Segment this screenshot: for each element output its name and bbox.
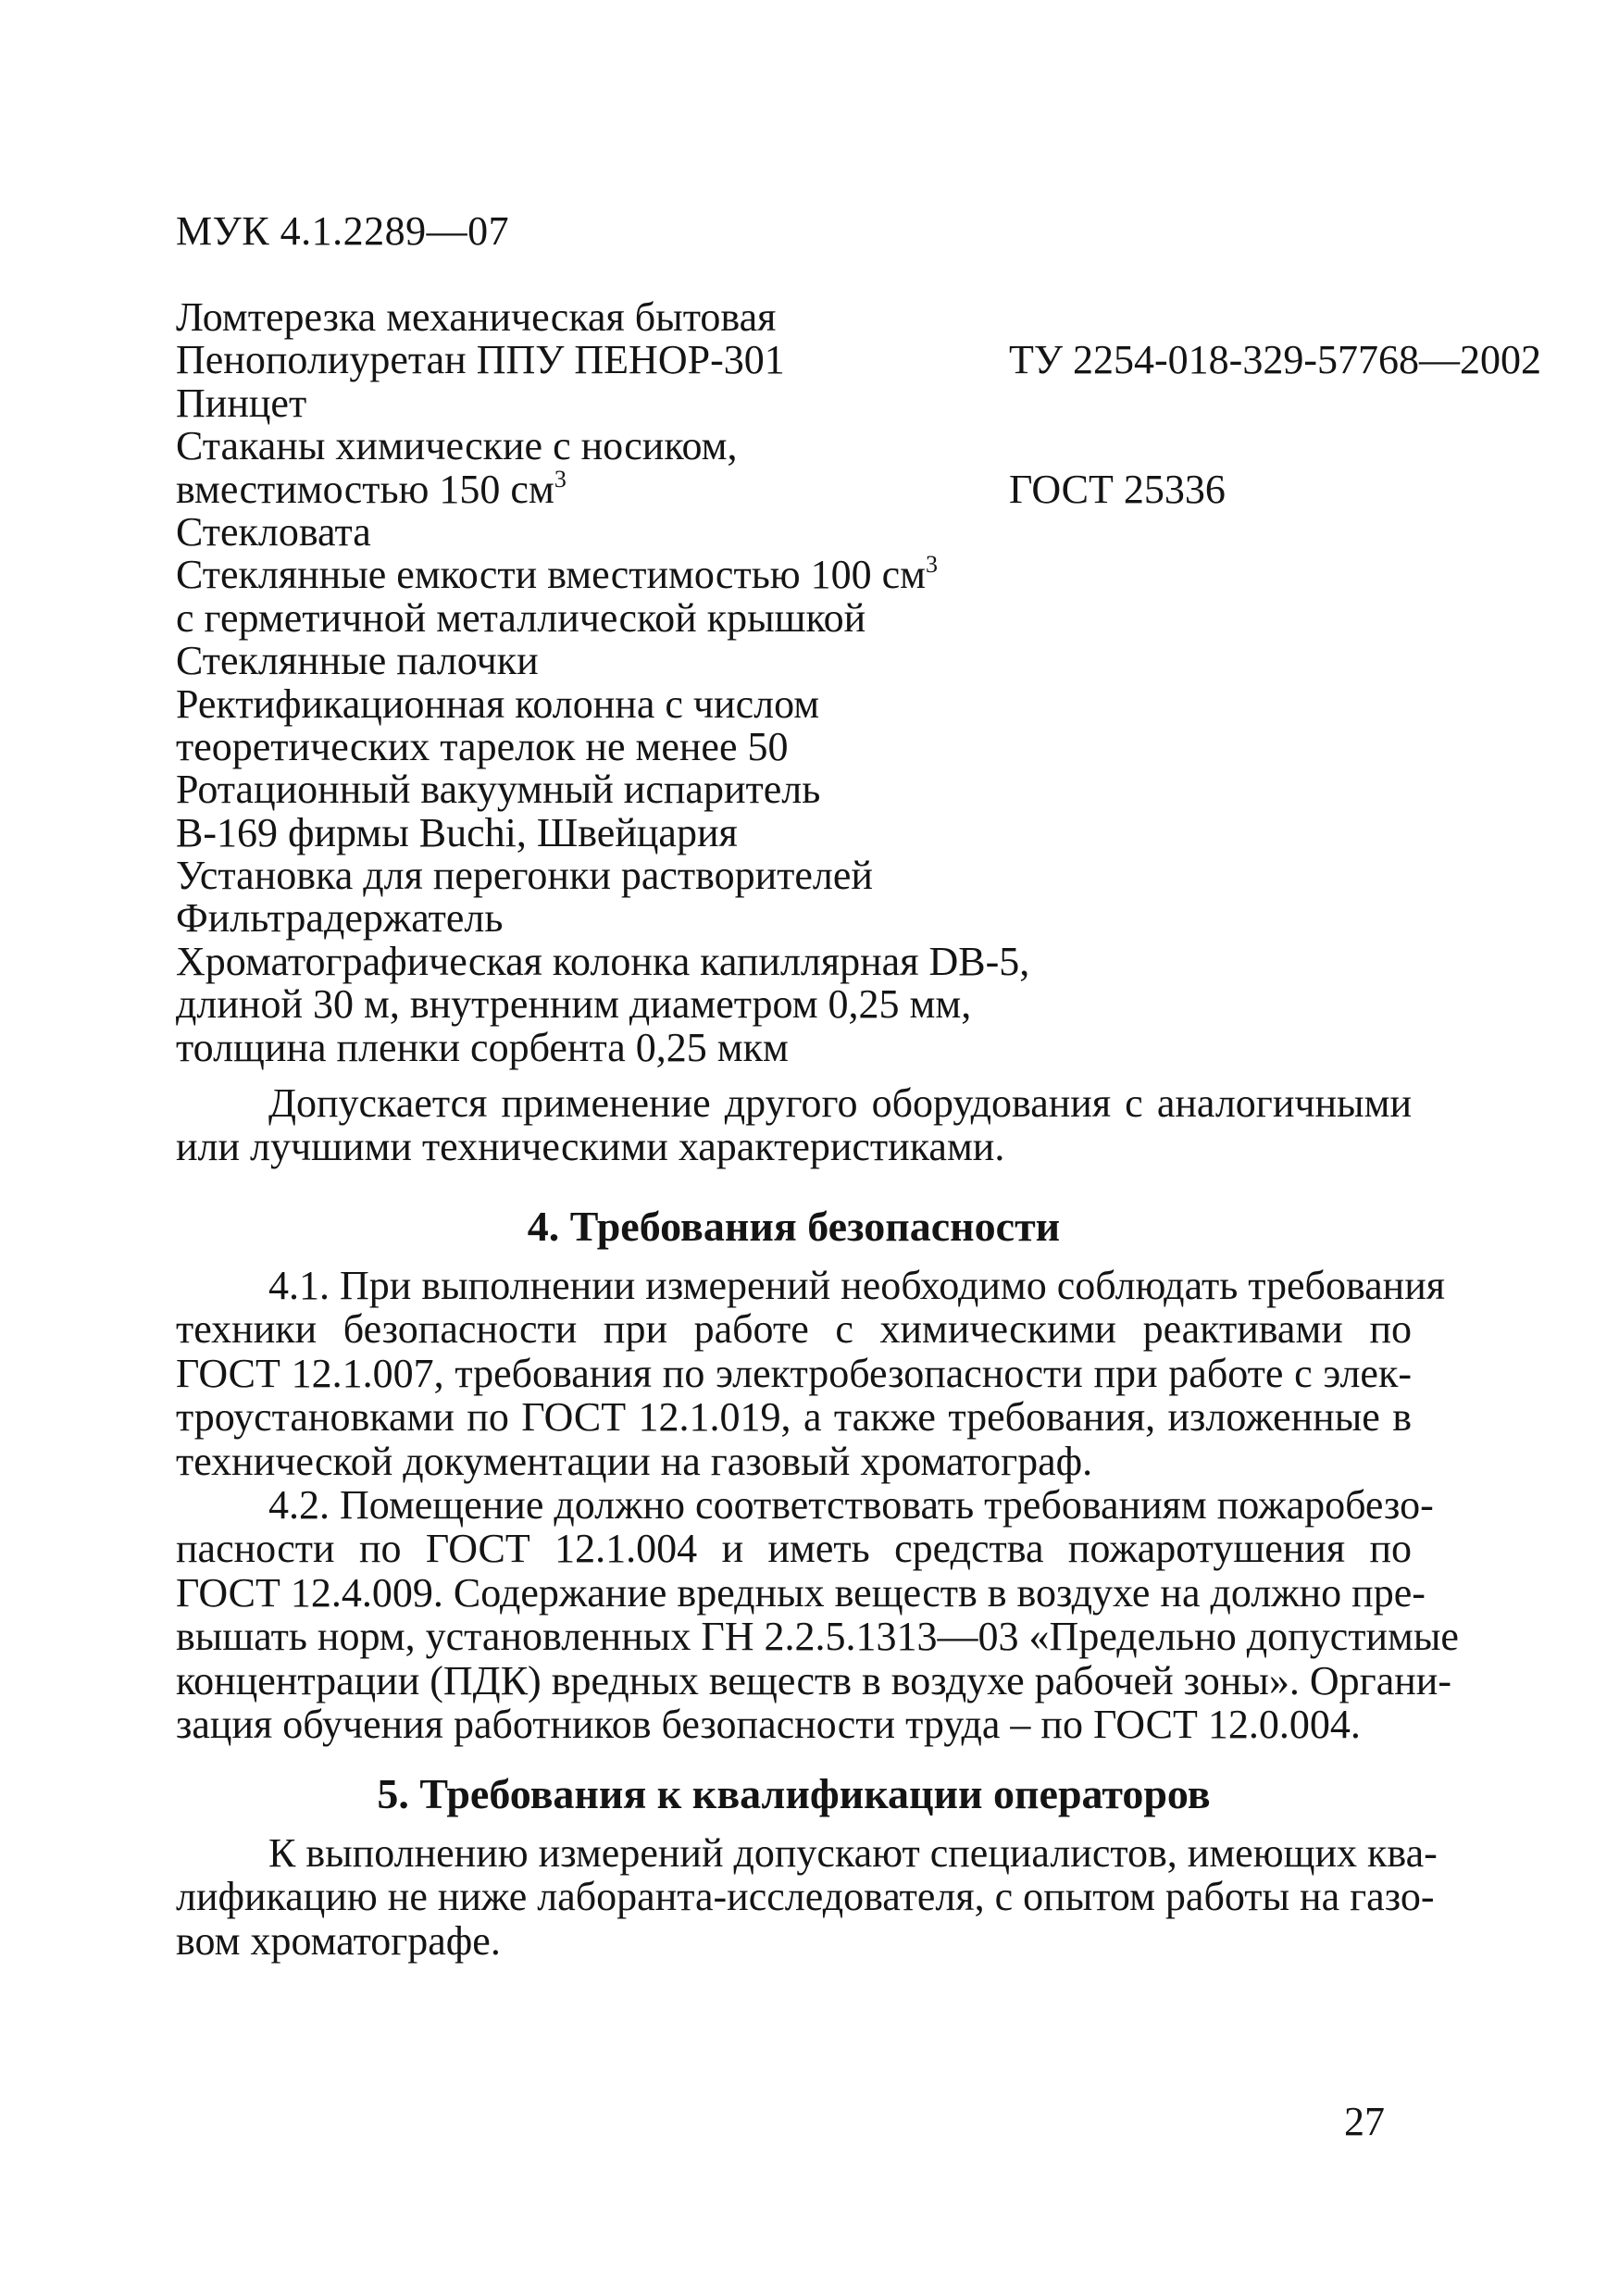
paragraph (176, 1263, 1445, 1484)
section5-body (176, 1830, 1438, 1964)
equipment-name: Пинцет (176, 380, 307, 426)
equipment-name: теоретических тарелок не менее 50 (176, 723, 789, 769)
equipment-item (176, 723, 1490, 769)
equipment-name: Ломтерезка механическая бытовая (176, 294, 777, 340)
text-line: 4.2. Помещение должно соответствовать требованиям пожаробезо- (268, 1482, 1434, 1529)
equipment-name: Стеклянные емкости вместимостью 100 см (176, 552, 927, 598)
equipment-standard: ТУ 2254-018-329-57768—2002 (1009, 337, 1541, 383)
text-line: техники безопасности при работе с химическими реактивами по (176, 1306, 1412, 1353)
equipment-item (176, 768, 1490, 811)
equipment-name: длиной 30 м, внутренним диаметром 0,25 мм, (176, 981, 972, 1028)
text-line: ГОСТ 12.1.007, требования по электробезопасности при работе с элек- (176, 1350, 1412, 1396)
text-line: лификацию не ниже лаборанта-исследователя, с опытом работы на газо- (176, 1874, 1435, 1920)
text-line: 4.1. При выполнении измерений необходимо соблюдать требования (268, 1263, 1445, 1308)
equipment-name: вместимостью 150 см (176, 466, 554, 512)
paragraph (176, 1830, 1438, 1964)
equipment-note (176, 1081, 1412, 1168)
superscript-cube: 3 (554, 465, 567, 493)
equipment-item (176, 337, 1541, 383)
text-line: ГОСТ 12.4.009. Содержание вредных веществ в воздухе на должно пре- (176, 1569, 1426, 1616)
paragraph (176, 1081, 1412, 1168)
text-line: вом хроматографе. (176, 1917, 501, 1964)
text-line: Допускается применение другого оборудования с аналогичными (268, 1080, 1412, 1126)
equipment-item (176, 551, 1490, 598)
text-line: троустановками по ГОСТ 12.1.019, а также требования, изложенные в (176, 1394, 1412, 1441)
text-line: пасности по ГОСТ 12.1.004 и иметь средства пожаротушения по (176, 1526, 1412, 1572)
equipment-item (176, 425, 1490, 468)
equipment-item (176, 465, 1490, 512)
text-line: технической документации на газовый хроматограф. (176, 1438, 1093, 1484)
equipment-item (176, 938, 1490, 984)
equipment-item (176, 382, 1490, 425)
equipment-name: Ротационный вакуумный испаритель (176, 767, 821, 813)
text-line: К выполнению измерений допускают специалистов, имеющих ква- (268, 1830, 1438, 1876)
page-number: 27 (1344, 2099, 1385, 2144)
text-line: вышать норм, установленных ГН 2.2.5.1313—03 «Предельно допустимые (176, 1614, 1459, 1660)
equipment-item (176, 809, 1490, 855)
section-heading: 4. Требования безопасности (527, 1203, 1061, 1250)
equipment-item (176, 640, 1490, 682)
equipment-item (176, 897, 1490, 940)
equipment-name: Фильтрадержатель (176, 895, 504, 942)
equipment-item (176, 594, 1490, 641)
equipment-name: Пенополиуретан ППУ ПЕНОР-301 (176, 337, 785, 383)
superscript-cube: 3 (926, 551, 939, 579)
equipment-item (176, 680, 1490, 727)
text-line: зация обучения работников безопасности труда – по ГОСТ 12.0.004. (176, 1702, 1361, 1748)
text-line: или лучшими техническими характеристиками. (176, 1124, 1005, 1169)
text-line: концентрации (ПДК) вредных веществ в воздухе рабочей зоны». Органи- (176, 1657, 1451, 1703)
paragraph (176, 1482, 1459, 1748)
equipment-name: Стекловата (176, 508, 371, 555)
equipment-item (176, 983, 1490, 1026)
equipment-list (176, 294, 1541, 1070)
equipment-name: В-169 фирмы Buchi, Швейцария (176, 809, 738, 855)
equipment-item (176, 855, 1490, 897)
equipment-name: Стеклянные палочки (176, 638, 539, 684)
equipment-item (176, 1024, 1490, 1070)
section4-body (176, 1263, 1459, 1748)
equipment-item (176, 296, 1490, 339)
equipment-name: толщина пленки сорбента 0,25 мкм (176, 1024, 789, 1070)
equipment-name: Ректификационная колонна с числом (176, 680, 820, 727)
equipment-name: Установка для перегонки растворителей (176, 853, 873, 899)
equipment-name: Стаканы химические с носиком, (176, 423, 738, 469)
document-code: МУК 4.1.2289—07 (176, 208, 510, 254)
equipment-item (176, 508, 1490, 555)
equipment-name: Хроматографическая колонка капиллярная DB-5, (176, 938, 1030, 984)
equipment-name: с герметичной металлической крышкой (176, 594, 866, 641)
equipment-standard: ГОСТ 25336 (1009, 466, 1226, 512)
section-heading: 5. Требования к квалификации операторов (377, 1770, 1211, 1817)
